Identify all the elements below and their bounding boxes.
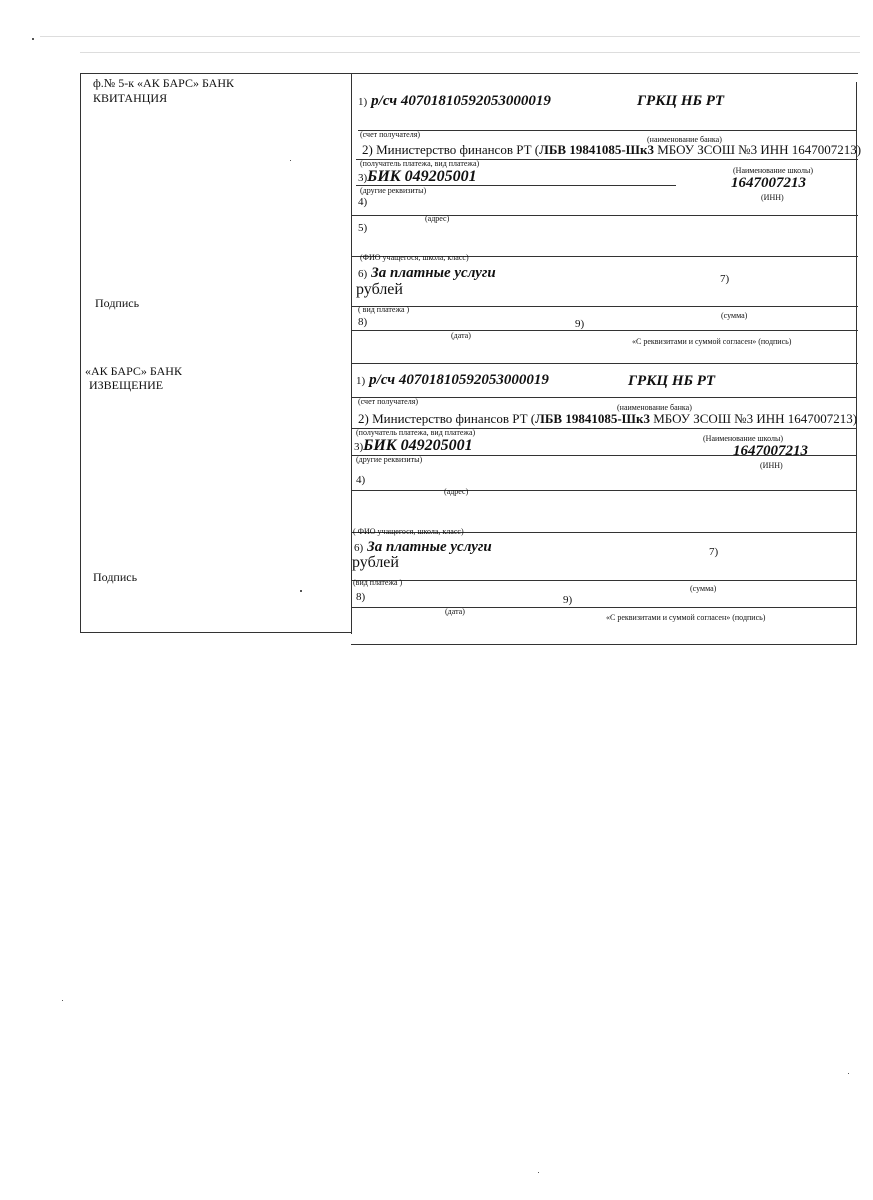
payee-caption: (получатель платежа, вид платежа): [360, 159, 480, 168]
bank-name: ГРКЦ НБ РТ: [637, 93, 725, 109]
inn-value: 1647007213: [733, 443, 808, 459]
payment-purpose: За платные услуги: [367, 539, 492, 555]
purpose-row: 6) За платные услуги: [358, 265, 496, 281]
scan-speck: [848, 1073, 849, 1074]
bik-row: 3)БИК 049205001: [358, 168, 477, 185]
payee-caption: (получатель платежа, вид платежа): [356, 428, 476, 437]
currency-rubles: рублей: [352, 554, 399, 571]
field-5-label: 5): [358, 222, 368, 234]
notice-signature-label: Подпись: [93, 570, 138, 584]
school-caption: (Наименование школы): [703, 434, 784, 443]
date-caption: (дата): [445, 607, 465, 616]
receipt-form-number: ф.№ 5-к «АК БАРС» БАНК: [93, 76, 235, 90]
form-top-border: [80, 73, 858, 74]
sum-caption: (сумма): [690, 584, 717, 593]
bank-caption: (наименование банка): [617, 403, 692, 412]
field-4-label: 4): [358, 196, 368, 208]
field-8-label: 8): [356, 591, 366, 603]
account-row: 1) р/сч 40701810592053000019: [358, 93, 551, 109]
agreement-caption: «С реквизитами и суммой согласен» (подпись): [606, 613, 766, 622]
receipt-heading: КВИТАНЦИЯ: [93, 91, 168, 105]
field-line: [351, 490, 856, 491]
field-4-label: 4): [356, 474, 366, 486]
inn-caption: (ИНН): [760, 461, 783, 470]
field-line: [358, 130, 856, 131]
currency-rubles: рублей: [356, 281, 403, 298]
form-bottom-border: [351, 644, 856, 645]
account-row: 1) р/сч 40701810592053000019: [356, 372, 549, 388]
scan-speck: [32, 38, 34, 40]
other-details-caption: (другие реквизиты): [356, 455, 423, 464]
field-9-label: 9): [575, 318, 585, 330]
payment-purpose: За платные услуги: [371, 265, 496, 281]
sum-caption: (сумма): [721, 311, 748, 320]
field-7-label: 7): [720, 273, 730, 285]
scan-speck: [538, 1172, 539, 1173]
account-caption: (счет получателя): [360, 130, 421, 139]
field-line: [351, 580, 856, 581]
field-line: [351, 455, 856, 456]
field-8-label: 8): [358, 316, 368, 328]
student-caption: (ФИО учащегося, школа, класс): [360, 253, 469, 262]
form-divider: [351, 73, 352, 634]
form-bottom-border: [80, 632, 351, 633]
section-divider: [351, 363, 858, 364]
field-line: [351, 607, 856, 608]
scan-speck: [300, 590, 302, 592]
school-caption: (Наименование школы): [733, 166, 814, 175]
field-line: [351, 306, 858, 307]
scan-edge-line: [80, 52, 860, 53]
scan-edge-line: [40, 36, 860, 37]
bik-row: 3)БИК 049205001: [354, 437, 473, 454]
payment-type-caption: (вид платежа ): [353, 578, 403, 587]
scan-speck: [290, 160, 291, 161]
form-left-border: [80, 73, 81, 633]
receipt-signature-label: Подпись: [95, 296, 140, 310]
notice-heading: ИЗВЕЩЕНИЕ: [89, 378, 164, 392]
purpose-row: 6) За платные услуги: [354, 539, 492, 555]
payee-row: 2) Министерство финансов РТ (ЛБВ 19841085-Шк3 МБОУ ЗСОШ №3 ИНН 1647007213): [362, 142, 862, 157]
field-7-label: 7): [709, 546, 719, 558]
date-caption: (дата): [451, 331, 471, 340]
field-line: [351, 330, 858, 331]
agreement-caption: «С реквизитами и суммой согласен» (подпись): [632, 337, 792, 346]
field-9-label: 9): [563, 594, 573, 606]
field-line: [351, 397, 856, 398]
bank-caption: (наименование банка): [647, 135, 722, 144]
inn-caption: (ИНН): [761, 193, 784, 202]
scan-speck: [62, 1000, 63, 1001]
bik-value: БИК 049205001: [363, 437, 473, 454]
payee-row: 2) Министерство финансов РТ (ЛБВ 19841085-Шк3 МБОУ ЗСОШ №3 ИНН 1647007213): [358, 411, 858, 426]
address-caption: (адрес): [444, 487, 469, 496]
notice-bank-name: «АК БАРС» БАНК: [85, 364, 182, 378]
address-caption: (адрес): [425, 214, 450, 223]
account-number: р/сч 40701810592053000019: [369, 372, 549, 388]
other-details-caption: (другие реквизиты): [360, 186, 427, 195]
inn-value: 1647007213: [731, 175, 806, 191]
bik-value: БИК 049205001: [367, 168, 477, 185]
student-caption: ( ФИО учащегося, школа, класс): [353, 527, 464, 536]
bank-name: ГРКЦ НБ РТ: [628, 373, 716, 389]
payment-type-caption: ( вид платежа ): [358, 305, 410, 314]
account-caption: (счет получателя): [358, 397, 419, 406]
account-number: р/сч 40701810592053000019: [371, 93, 551, 109]
